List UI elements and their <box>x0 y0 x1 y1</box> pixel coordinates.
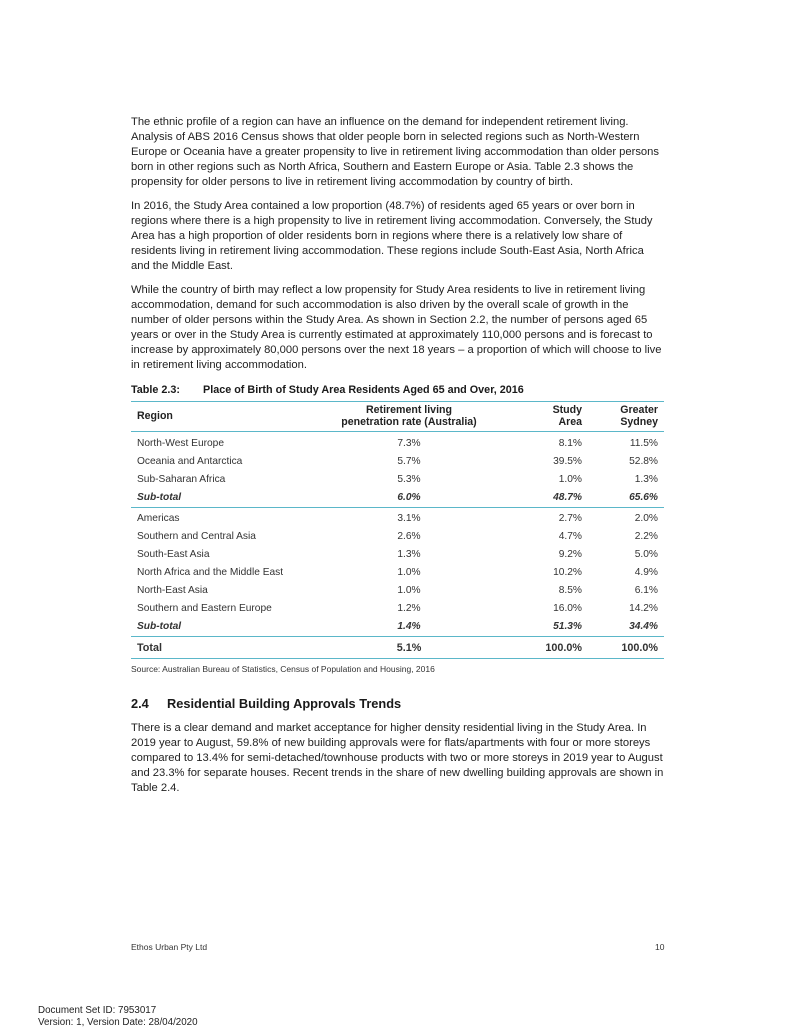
header-penetration-line1: Retirement living <box>366 404 452 416</box>
cell-sydney: 34.4% <box>586 618 664 637</box>
cell-sydney: 1.3% <box>634 474 658 485</box>
table-row <box>131 600 664 618</box>
cell-region: South-East Asia <box>137 549 210 560</box>
cell-region: North-West Europe <box>137 438 225 449</box>
cell-sydney: 100.0% <box>586 637 664 659</box>
cell-study: 4.7% <box>558 531 582 542</box>
cell-study: 2.7% <box>558 513 582 524</box>
cell-penetration: 1.3% <box>397 549 421 560</box>
table-header-row <box>131 402 664 432</box>
section-heading <box>131 696 664 711</box>
cell-study: 51.3% <box>504 618 586 637</box>
table-row <box>131 508 664 529</box>
cell-penetration: 1.4% <box>314 618 504 637</box>
header-study-area <box>504 402 586 432</box>
section-number: 2.4 <box>131 696 149 711</box>
cell-region: North-East Asia <box>137 585 208 596</box>
header-penetration-line2: penetration rate (Australia) <box>341 416 477 428</box>
document-set-id: Document Set ID: 7953017 <box>38 1005 157 1016</box>
subtotal-row <box>131 489 664 508</box>
page-content <box>131 115 664 805</box>
cell-study: 9.2% <box>558 549 582 560</box>
cell-region: Sub-total <box>131 489 314 508</box>
cell-penetration: 3.1% <box>397 513 421 524</box>
total-row <box>131 637 664 659</box>
table-row <box>131 546 664 564</box>
cell-penetration: 1.0% <box>397 585 421 596</box>
cell-region: Southern and Eastern Europe <box>137 603 272 614</box>
cell-study: 8.5% <box>558 585 582 596</box>
cell-sydney: 52.8% <box>629 456 658 467</box>
cell-penetration: 1.0% <box>397 567 421 578</box>
header-sydney-line1: Greater <box>620 404 658 416</box>
cell-sydney: 5.0% <box>634 549 658 560</box>
cell-sydney: 2.2% <box>634 531 658 542</box>
document-info <box>38 1005 198 1029</box>
table-title: Place of Birth of Study Area Residents Aged 65 and Over, 2016 <box>203 384 524 396</box>
cell-region: Americas <box>137 513 180 524</box>
cell-region: Sub-total <box>131 618 314 637</box>
table-row <box>131 453 664 471</box>
header-penetration <box>314 402 504 432</box>
header-study-line1: Study <box>552 404 582 416</box>
table-caption <box>131 384 664 396</box>
cell-sydney: 65.6% <box>586 489 664 508</box>
subtotal-row <box>131 618 664 637</box>
cell-region: Sub-Saharan Africa <box>137 474 226 485</box>
footer-page-number: 10 <box>655 942 665 952</box>
cell-penetration: 2.6% <box>397 531 421 542</box>
cell-sydney: 11.5% <box>629 438 658 449</box>
cell-study: 8.1% <box>558 438 582 449</box>
table-source-note: Source: Australian Bureau of Statistics, Census of Population and Housing, 2016 <box>131 664 435 674</box>
cell-study: 10.2% <box>553 567 582 578</box>
cell-penetration: 1.2% <box>397 603 421 614</box>
table-row <box>131 564 664 582</box>
table-row <box>131 528 664 546</box>
cell-study: 48.7% <box>504 489 586 508</box>
cell-sydney: 6.1% <box>634 585 658 596</box>
section-title: Residential Building Approvals Trends <box>167 696 402 711</box>
cell-penetration: 5.3% <box>397 474 421 485</box>
cell-study: 100.0% <box>504 637 586 659</box>
header-sydney-line2: Sydney <box>620 416 658 428</box>
cell-region: Total <box>131 637 314 659</box>
cell-penetration: 5.1% <box>314 637 504 659</box>
table-row <box>131 582 664 600</box>
cell-penetration: 7.3% <box>397 438 421 449</box>
header-region: Region <box>131 402 314 432</box>
header-study-line2: Area <box>558 416 582 428</box>
cell-region: Oceania and Antarctica <box>137 456 243 467</box>
cell-penetration: 6.0% <box>314 489 504 508</box>
document-version: Version: 1, Version Date: 28/04/2020 <box>38 1017 198 1028</box>
table-row <box>131 432 664 454</box>
footer-company: Ethos Urban Pty Ltd <box>131 942 208 952</box>
cell-penetration: 5.7% <box>397 456 421 467</box>
paragraph-study-area-2016: In 2016, the Study Area contained a low proportion (48.7%) of residents aged 65 years or over born in regions where there is a high propensity to live in retirement living accommodation. Conversely, the Study Area has a high proportion of older residents born in regions where there is a relatively low share of residents living in retirement living accommodation. These regions include South-East Asia, North Africa and the Middle East. <box>131 200 653 272</box>
table-number: Table 2.3: <box>131 384 181 396</box>
cell-study: 1.0% <box>558 474 582 485</box>
cell-study: 16.0% <box>553 603 582 614</box>
cell-region: North Africa and the Middle East <box>137 567 284 578</box>
paragraph-building-approvals: There is a clear demand and market acceptance for higher density residential living in the Study Area. In 2019 year to August, 59.8% of new building approvals were for flats/apartments with four or more storeys compared to 13.4% for semi-detached/townhouse products with two or more storeys in 2019 year to August and 23.3% for separate houses. Recent trends in the share of new dwelling building approvals are shown in Table 2.4. <box>131 722 664 794</box>
cell-region: Southern and Central Asia <box>137 531 256 542</box>
paragraph-ethnic-profile: The ethnic profile of a region can have an influence on the demand for independent retirement living. Analysis of ABS 2016 Census shows that older people born in selected regions such as North-Western Europe or Oceania have a greater propensity to live in retirement living accommodation than older persons born in other regions such as North Africa, Southern and Eastern Europe or Asia. Table 2.3 shows the propensity for older persons to live in retirement living accommodation by country of birth. <box>131 116 659 188</box>
table-row <box>131 471 664 489</box>
place-of-birth-table <box>131 401 664 659</box>
paragraph-growth-demand: While the country of birth may reflect a low propensity for Study Area residents to live in retirement living accommodation, demand for such accommodation is also driven by the overall scale of growth in the number of older persons within the Study Area. As shown in Section 2.2, the number of persons aged 65 years or over in the Study Area is currently estimated at approximately 110,000 persons and is forecast to increase by approximately 80,000 persons over the next 18 years – a proportion of which will choose to live in retirement living accommodation. <box>131 284 662 371</box>
header-greater-sydney <box>586 402 664 432</box>
cell-sydney: 14.2% <box>629 603 658 614</box>
cell-sydney: 4.9% <box>634 567 658 578</box>
cell-sydney: 2.0% <box>634 513 658 524</box>
cell-study: 39.5% <box>553 456 582 467</box>
